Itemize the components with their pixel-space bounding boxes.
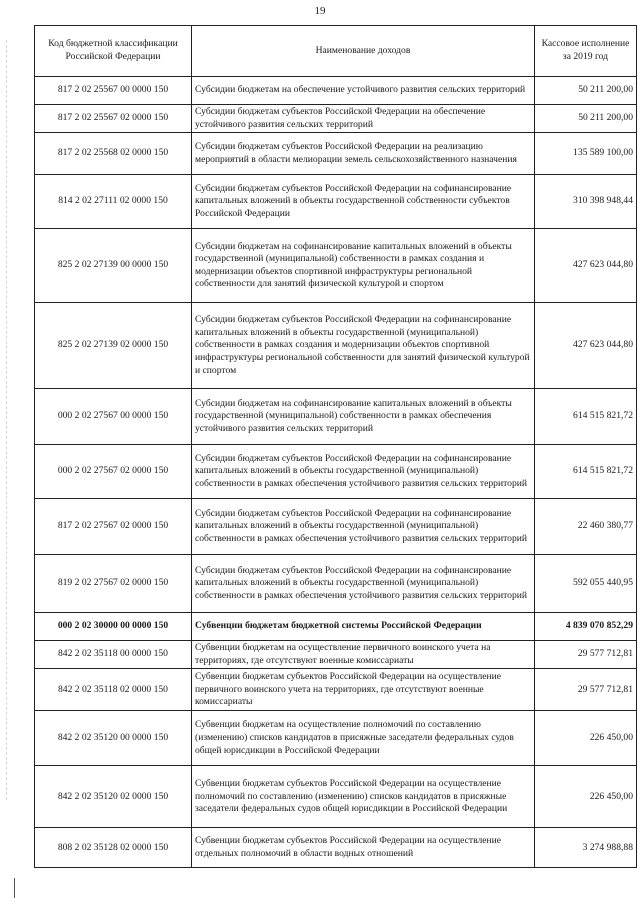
table-row (35, 555, 637, 613)
budget-revenue-table (34, 25, 637, 868)
margin-edge-mark (14, 878, 15, 898)
row-name: Субсидии бюджетам на обеспечение устойчивого развития сельских территорий (192, 77, 535, 105)
row-name: Субсидии бюджетам субъектов Российской Федерации на реализацию мероприятий в области мелиорации земель сельскохозяйственного назначения (192, 133, 535, 175)
row-amount: 22 460 380,77 (535, 499, 637, 555)
row-code: 842 2 02 35120 00 0000 150 (35, 711, 192, 766)
table-row (35, 175, 637, 229)
row-amount: 4 839 070 852,29 (535, 613, 637, 641)
table-row (35, 766, 637, 828)
row-name: Субвенции бюджетам субъектов Российской Федерации на осуществление первичного воинского учета на территориях, где отсутствуют военные комиссариаты (192, 669, 535, 711)
row-code: 825 2 02 27139 00 0000 150 (35, 229, 192, 303)
row-amount: 50 211 200,00 (535, 105, 637, 133)
row-name: Субвенции бюджетам на осуществление первичного воинского учета на территориях, где отсутствуют военные комиссариаты (192, 641, 535, 669)
row-amount: 50 211 200,00 (535, 77, 637, 105)
row-amount: 135 589 100,00 (535, 133, 637, 175)
row-name: Субсидии бюджетам субъектов Российской Федерации на софинансирование капитальных вложений в объекты государственной собственности субъектов Российской Федерации (192, 175, 535, 229)
row-name: Субсидии бюджетам субъектов Российской Федерации на обеспечение устойчивого развития сельских территорий (192, 105, 535, 133)
row-amount: 592 055 440,95 (535, 555, 637, 613)
row-amount: 614 515 821,72 (535, 445, 637, 499)
row-code: 000 2 02 27567 00 0000 150 (35, 389, 192, 445)
table-header-row (35, 26, 637, 77)
row-amount: 226 450,00 (535, 766, 637, 828)
row-amount: 614 515 821,72 (535, 389, 637, 445)
row-amount: 310 398 948,44 (535, 175, 637, 229)
row-amount: 29 577 712,81 (535, 641, 637, 669)
row-amount: 29 577 712,81 (535, 669, 637, 711)
row-amount: 427 623 044,80 (535, 229, 637, 303)
header-name: Наименование доходов (192, 26, 535, 77)
row-code: 817 2 02 27567 02 0000 150 (35, 499, 192, 555)
row-name: Субсидии бюджетам субъектов Российской Федерации на софинансирование капитальных вложений в объекты государственной (муниципальной) собственности в рамках обеспечения устойчивого развития сельских территорий (192, 555, 535, 613)
row-amount: 226 450,00 (535, 711, 637, 766)
row-code: 000 2 02 27567 02 0000 150 (35, 445, 192, 499)
row-amount: 427 623 044,80 (535, 303, 637, 389)
table-row (35, 499, 637, 555)
row-code: 808 2 02 35128 02 0000 150 (35, 828, 192, 868)
row-name: Субвенции бюджетам на осуществление полномочий по составлению (изменению) списков кандидатов в присяжные заседатели федеральных судов общей юрисдикции в Российской Федерации (192, 711, 535, 766)
row-name: Субсидии бюджетам субъектов Российской Федерации на софинансирование капитальных вложений в объекты государственной (муниципальной) собственности в рамках создания и модернизации объектов спортивной инфраструктуры региональной собственности для занятий физической культурой и спортом (192, 303, 535, 389)
row-name: Субсидии бюджетам субъектов Российской Федерации на софинансирование капитальных вложений в объекты государственной (муниципальной) собственности в рамках обеспечения устойчивого развития сельских территорий (192, 445, 535, 499)
row-code: 000 2 02 30000 00 0000 150 (35, 613, 192, 641)
row-name: Субсидии бюджетам на софинансирование капитальных вложений в объекты государственной (муниципальной) собственности в рамках обеспечения устойчивого развития сельских территорий (192, 389, 535, 445)
row-code: 819 2 02 27567 02 0000 150 (35, 555, 192, 613)
table-row (35, 828, 637, 868)
page-number: 19 (314, 5, 326, 17)
header-amount: Кассовое исполнение за 2019 год (535, 26, 637, 77)
table-row (35, 303, 637, 389)
row-code: 817 2 02 25568 02 0000 150 (35, 133, 192, 175)
table-row-subtotal (35, 613, 637, 641)
row-name: Субвенции бюджетам субъектов Российской Федерации на осуществление полномочий по составлению (изменению) списков кандидатов в присяжные заседатели федеральных судов общей юрисдикции в Российской Федерации (192, 766, 535, 828)
row-name: Субвенции бюджетам бюджетной системы Российской Федерации (192, 613, 535, 641)
table-row (35, 711, 637, 766)
row-amount: 3 274 988,88 (535, 828, 637, 868)
table-row (35, 389, 637, 445)
row-code: 817 2 02 25567 00 0000 150 (35, 77, 192, 105)
table-row (35, 229, 637, 303)
table-row (35, 77, 637, 105)
row-code: 817 2 02 25567 02 0000 150 (35, 105, 192, 133)
table-row (35, 641, 637, 669)
header-code: Код бюджетной классификации Российской Федерации (35, 26, 192, 77)
table-row (35, 105, 637, 133)
row-name: Субсидии бюджетам субъектов Российской Федерации на софинансирование капитальных вложений в объекты государственной (муниципальной) собственности в рамках обеспечения устойчивого развития сельских территорий (192, 499, 535, 555)
row-code: 825 2 02 27139 02 0000 150 (35, 303, 192, 389)
row-name: Субвенции бюджетам субъектов Российской Федерации на осуществление отдельных полномочий в области водных отношений (192, 828, 535, 868)
row-code: 842 2 02 35120 02 0000 150 (35, 766, 192, 828)
row-name: Субсидии бюджетам на софинансирование капитальных вложений в объекты государственной (муниципальной) собственности в рамках создания и модернизации объектов спортивной инфраструктуры региональной собственности для занятий физической культурой и спортом (192, 229, 535, 303)
row-code: 842 2 02 35118 00 0000 150 (35, 641, 192, 669)
row-code: 842 2 02 35118 02 0000 150 (35, 669, 192, 711)
table-row (35, 445, 637, 499)
margin-cut-line (6, 40, 7, 800)
table-row (35, 133, 637, 175)
table-row (35, 669, 637, 711)
row-code: 814 2 02 27111 02 0000 150 (35, 175, 192, 229)
